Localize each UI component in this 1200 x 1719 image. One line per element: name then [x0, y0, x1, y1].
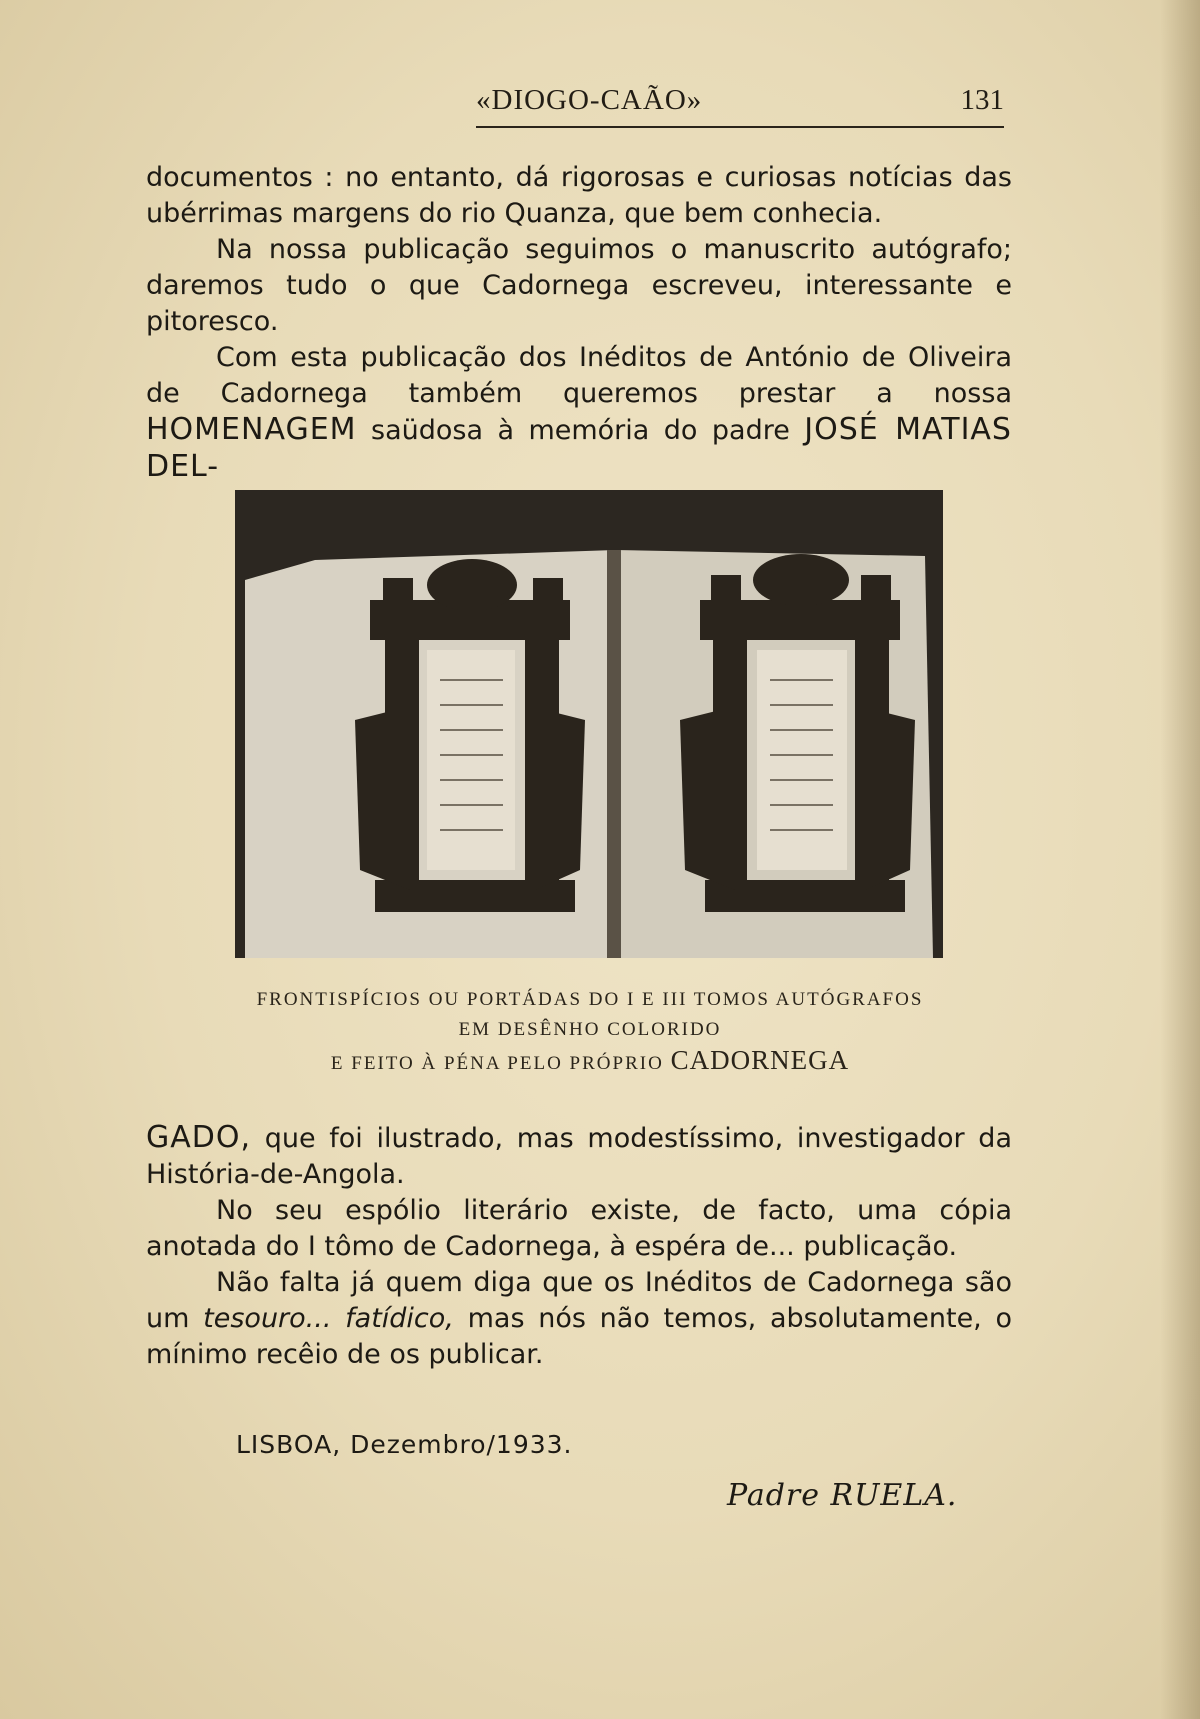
- person-name: JOSÉ MATIAS DEL-: [146, 412, 1012, 484]
- frontispiece-photo: [235, 490, 943, 958]
- caption-line: [200, 1045, 980, 1079]
- caption-line: FRONTISPÍCIOS OU PORTÁDAS DO I E III TOMOS AUTÓGRAFOS: [256, 989, 924, 1010]
- text-block-lower: [146, 1120, 1012, 1373]
- caption-author: CADORNEGA: [670, 1045, 850, 1075]
- caption-text: E FEITO À PÉNA PELO PRÓPRIO: [330, 1053, 664, 1074]
- text-run: Não falta já quem diga que os Inéditos de Cadornega são um: [146, 1267, 1012, 1334]
- running-title: «DIOGO-CAÃO»: [476, 84, 703, 116]
- paragraph: [146, 1120, 1012, 1193]
- paragraph: [146, 1265, 1012, 1373]
- page-edge-shadow: [1160, 0, 1200, 1719]
- place-date: LISBOA, Dezembro/1933.: [236, 1430, 573, 1459]
- person-name-end: GADO,: [146, 1120, 252, 1155]
- page-number: 131: [960, 84, 1004, 116]
- paragraph: Na nossa publicação seguimos o manuscrito autógrafo; daremos tudo o que Cadornega escreveu, interessante e pitoresco.: [146, 234, 1012, 337]
- text-run: saüdosa à memória do padre: [371, 415, 790, 446]
- text-run: mas nós não temos, absolutamente, o mínimo recêio de os publicar.: [146, 1303, 1013, 1370]
- page-header: [476, 82, 1004, 128]
- paragraph: No seu espólio literário existe, de facto, uma cópia anotada do I tômo de Cadornega, à espéra de... publicação.: [146, 1195, 1012, 1262]
- text-run: Com esta publicação dos Inéditos de António de Oliveira de Cadornega também queremos prestar a nossa: [146, 342, 1012, 409]
- figure-caption: [200, 985, 980, 1079]
- caption-line: EM DESÊNHO COLORIDO: [458, 1019, 722, 1040]
- photo-illustration: [235, 490, 943, 958]
- paragraph: documentos : no entanto, dá rigorosas e curiosas notícias das ubérrimas margens do rio Quanza, que bem conhecia.: [146, 162, 1012, 229]
- text-block-upper: [146, 160, 1012, 486]
- text-run: que foi ilustrado, mas modestíssimo, investigador da História-de-Angola.: [146, 1123, 1012, 1190]
- italic-phrase: tesouro... fatídico,: [203, 1303, 454, 1334]
- paragraph: [146, 340, 1012, 486]
- signature: Padre RUELA.: [727, 1478, 958, 1513]
- homenagem-text: HOMENAGEM: [146, 412, 357, 447]
